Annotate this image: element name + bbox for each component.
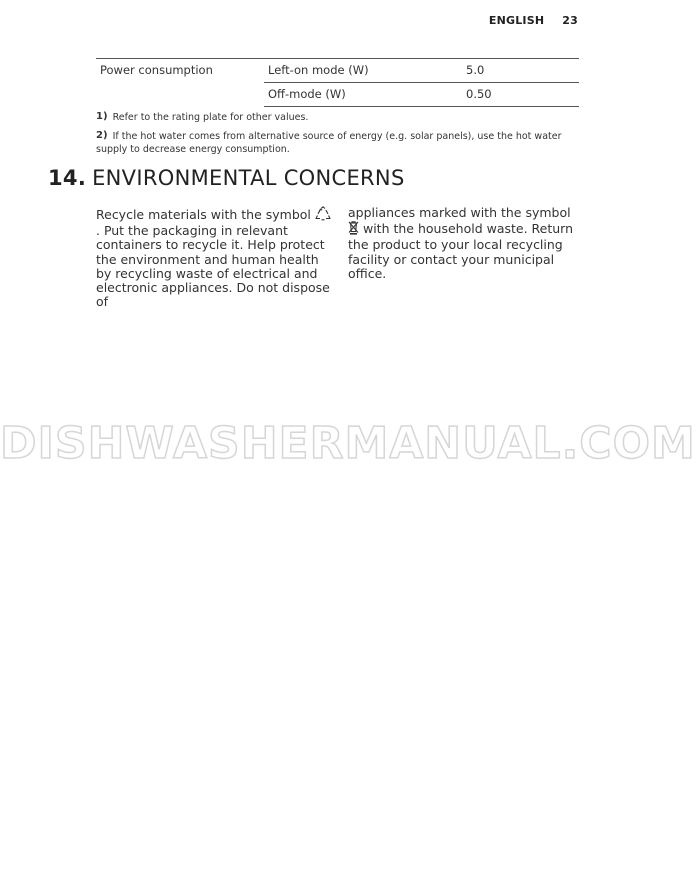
page-header (489, 14, 578, 27)
footnote-text: If the hot water comes from alternative source of energy (e.g. solar panels), use the hot water supply to decrease energy consumption. (96, 131, 562, 155)
power-consumption-table (96, 58, 579, 107)
footnote-marker: 1) (96, 111, 108, 122)
section-number: 14. (48, 166, 87, 190)
recycle-icon (315, 206, 331, 224)
footnotes (96, 110, 582, 161)
table-cell-label (96, 83, 264, 107)
body-text: . Put the packaging in relevant containers to recycle it. Help protect the environment and human health by recycling waste of electrical and electronic appliances. Do not dispose of (96, 223, 330, 310)
table-cell-mode: Off-mode (W) (264, 83, 462, 107)
body-text-left (96, 206, 332, 309)
body-text-right (348, 206, 584, 281)
body-text: with the household waste. Return the product to your local recycling facility or contact your municipal office. (348, 221, 574, 281)
section-heading (48, 166, 405, 190)
footnote-2 (96, 129, 582, 156)
body-text: Recycle materials with the symbol (96, 207, 315, 222)
footnote-1 (96, 110, 582, 124)
table-cell-label: Power consumption (96, 59, 264, 83)
footnote-marker: 2) (96, 130, 108, 141)
table-cell-value: 0.50 (462, 83, 579, 107)
table-row (96, 83, 579, 107)
page-number: 23 (562, 14, 578, 27)
watermark: DISHWASHERMANUAL.COM (0, 418, 696, 469)
crossed-bin-icon (348, 220, 359, 238)
footnote-text: Refer to the rating plate for other values. (112, 112, 309, 123)
table-cell-mode: Left-on mode (W) (264, 59, 462, 83)
header-language: ENGLISH (488, 14, 545, 27)
table-cell-value: 5.0 (462, 59, 579, 83)
section-title: ENVIRONMENTAL CONCERNS (92, 166, 405, 190)
body-text: appliances marked with the symbol (348, 205, 571, 220)
table-row (96, 59, 579, 83)
